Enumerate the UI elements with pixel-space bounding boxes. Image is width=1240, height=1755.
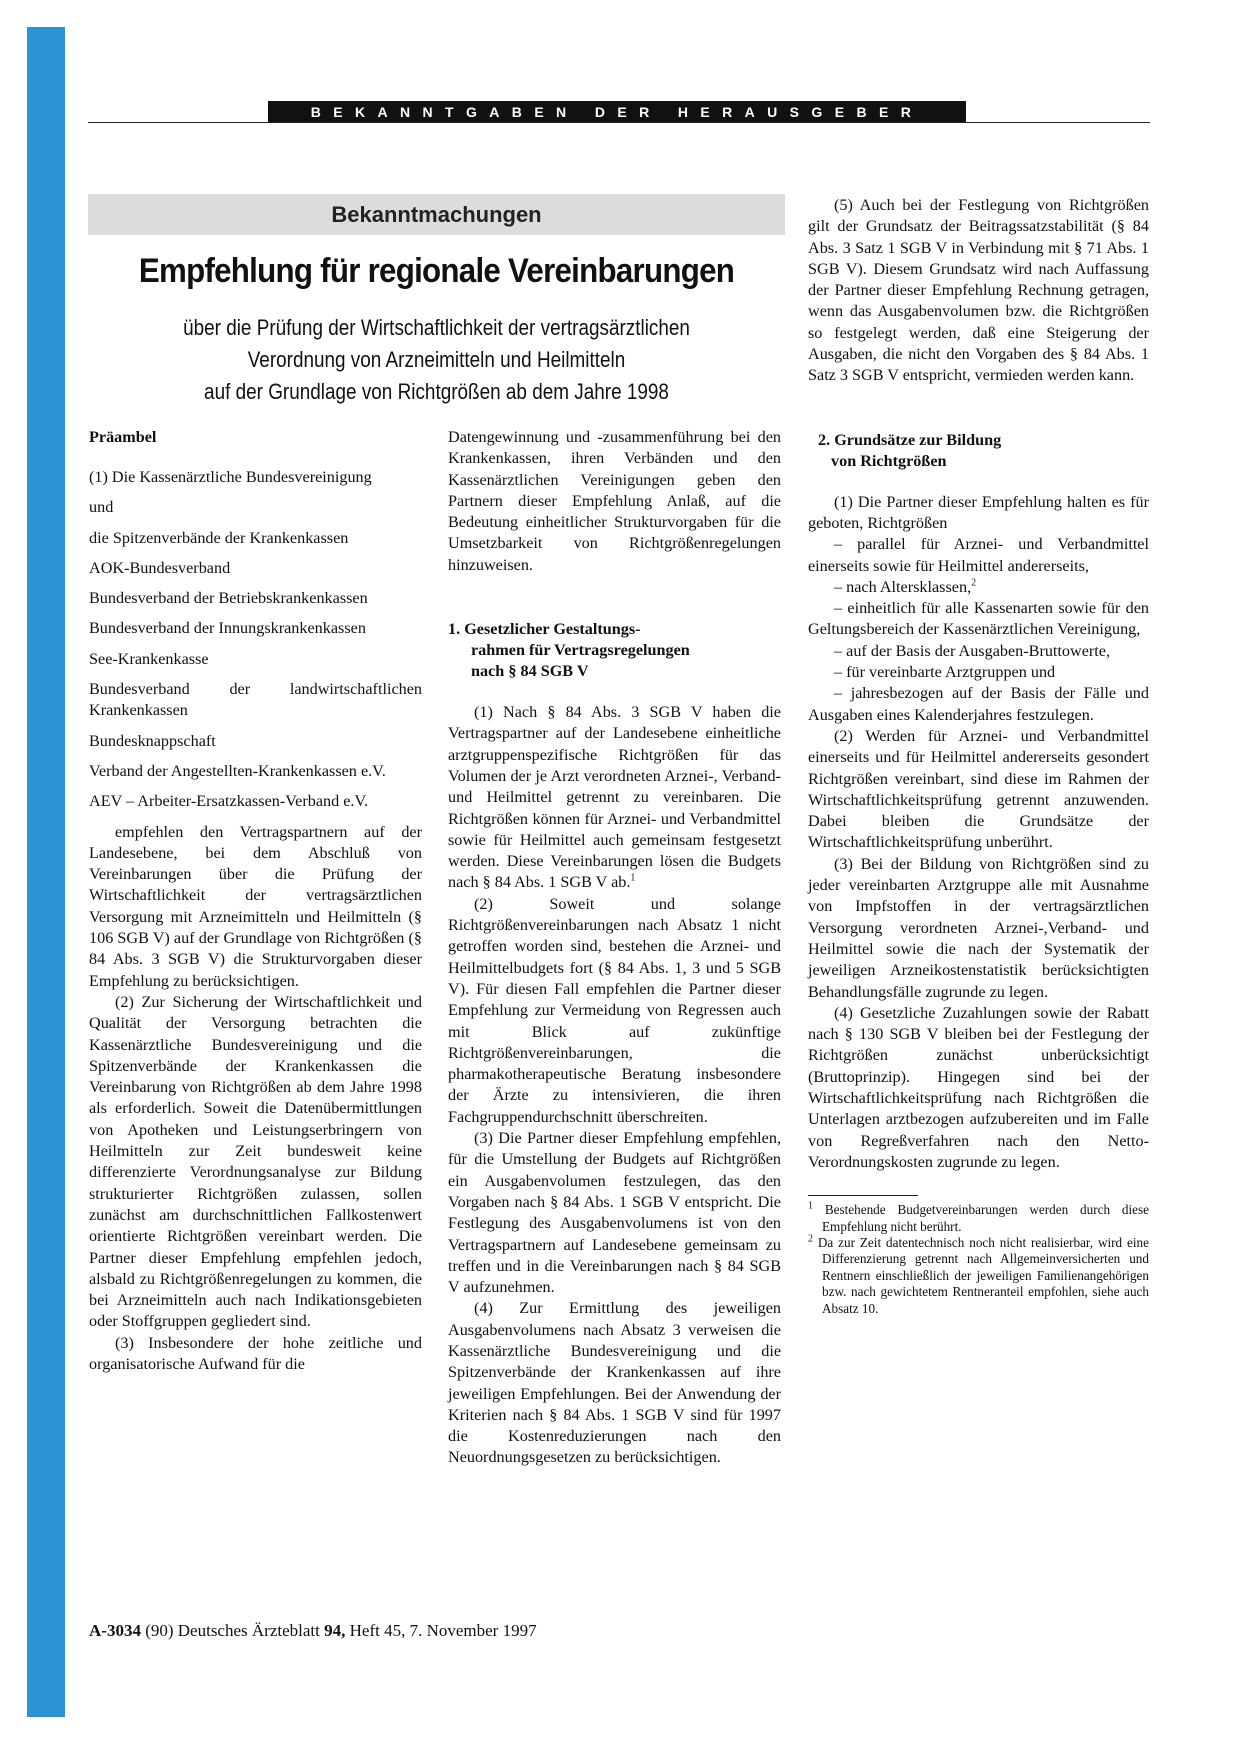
list-item: – jahresbezogen auf der Basis der Fälle und Ausgaben eines Kalenderjahres festzulegen. [808,684,1149,724]
column-1 [89,427,422,1375]
paragraph: (4) Zur Ermittlung des jeweiligen Ausgabenvolumens nach Absatz 3 verweisen die Kassenärztliche Bundesvereinigung und die Spitzenverbände der Krankenkassen auf ihre jeweiligen Empfehlungen. Bei der Anwendung der Kriterien nach § 84 Abs. 1 SGB V sind für 1997 die Kostenreduzierungen nach den Neuordnungsgesetzen zu berücksichtigen. [448,1299,781,1467]
list-item-text: – nach Altersklassen, [834,577,972,596]
party-entry: Verband der Angestellten-Krankenkassen e.V. [89,761,386,780]
list-item: – auf der Basis der Ausgaben-Bruttowerte, [834,641,1111,660]
heading-line: rahmen für Vertragsregelungen [471,641,690,660]
heading-line: nach § 84 SGB V [471,662,589,681]
heading-line: 1. Gesetzlicher Gestaltungs- [448,620,641,639]
paragraph-text: (1) Nach § 84 Abs. 3 SGB V haben die Vertragspartner auf der Landesebene einheitliche arztgruppenspezifische Richtgrößen für das Volumen der je Arzt verordneten Arznei-, Verband- und Heilmittel getrennt zu vereinbaren. Die Richtgrößen können für Arznei- und Verbandmittel sowie für Heilmittel auch gemeinsam festgesetzt werden. Diese Vereinbarungen lösen die Budgets nach § 84 Abs. 1 SGB V ab. [448,703,781,892]
list-item: – einheitlich für alle Kassenarten sowie für den Geltungsbereich der Kassenärztlichen Vereinigung, [808,599,1149,639]
paragraph: (3) Insbesondere der hohe zeitliche und organisatorische Aufwand für die [89,1333,422,1373]
footnote [808,1202,1149,1235]
party-entry: Bundesverband der landwirtschaftlichen Krankenkassen [89,680,422,720]
heading-line: von Richtgrößen [831,451,947,470]
party-entry: See-Krankenkasse [89,649,209,668]
footnote-text: Da zur Zeit datentechnisch noch nicht realisierbar, wird eine Differenzierung getrennt nach Allgemeinversicherten und Rentnern einschließlich der jeweiligen Familienangehörigen bzw. nach gewichtetem Rentneranteil empfohlen, siehe auch Absatz 10. [817,1234,1149,1316]
paragraph: empfehlen den Vertragspartnern auf der Landesebene, bei dem Abschluß von Vereinbarungen über die Prüfung der Wirtschaftlichkeit der vertragsärztlichen Versorgung mit Arzneimitteln und Heilmitteln (§ 106 SGB V) auf der Grundlage von Richtgrößen (§ 84 Abs. 3 SGB V) die Strukturvorgaben dieser Empfehlung zu berücksichtigen. [89,822,422,990]
subhead-line: auf der Grundlage von Richtgrößen ab dem Jahre 1998 [204,379,669,404]
paragraph: (4) Gesetzliche Zuzahlungen sowie der Rabatt nach § 130 SGB V bleiben bei der Festlegung der Richtgrößen zunächst unberücksichtigt (Bruttoprinzip). Hingegen sind bei der Wirtschaftlichkeitsprüfung nach Richtgrößen die Unterlagen arztbezogen aufzubereiten und im Falle von Regreßverfahren nach den Netto-Verordnungskosten zugrunde zu legen. [808,1003,1149,1171]
column-2 [448,427,781,1469]
paragraph: Datengewinnung und -zusammenführung bei den Krankenkassen, ihren Verbänden und den Kassenärztlichen Vereinigungen geben den Partnern dieser Empfehlung Anlaß, auf die Bedeutung einheitlicher Strukturvorgaben für die Umsetzbarkeit von Richtgrößenregelungen hinzuweisen. [448,428,781,574]
paragraph: (5) Auch bei der Festlegung von Richtgrößen gilt der Grundsatz der Beitragssatzstabilität (§ 84 Abs. 3 Satz 1 SGB V in Verbindung mit § 71 Abs. 1 SGB V). Diesem Grundsatz wird nach Auffassung der Partner dieser Empfehlung Rechnung getragen, wenn das Ausgabenvolumen bzw. die Richtgrößen so festgelegt werden, daß eine Steigerung der Ausgaben, die nicht den Vorgaben des § 84 Abs. 1 Satz 3 SGB V entspricht, vermieden werden kann. [808,196,1149,385]
party-entry: Bundesverband der Innungskrankenkassen [89,619,366,638]
section-heading-1 [448,619,781,682]
footnote [808,1235,1149,1317]
footnote-ref: 1 [630,873,636,885]
list-item: – für vereinbarte Arztgruppen und [834,663,1056,682]
page-footer [89,1621,537,1641]
footer-issue: Heft 45, 7. November 1997 [345,1621,537,1640]
footnote-rule [808,1195,918,1196]
party-entry: AEV – Arbeiter-Ersatzkassen-Verband e.V. [89,792,369,811]
paragraph: (2) Zur Sicherung der Wirtschaftlichkeit und Qualität der Versorgung betrachten die Kassenärztliche Bundesvereinigung und die Spitzenverbände der Krankenkassen die Vereinbarung von Richtgrößen ab dem Jahre 1998 als erforderlich. Soweit die Datenübermittlungen von Apotheken und Leistungserbringern von Heilmitteln zur Zeit bundesweit keine differenzierte Verordnungsanalyse zur Bildung strukturierter Richtgrößen zulassen, sollen zunächst am durchschnittlichen Fallkostenwert orientierte Richtgrößen vereinbart werden. Die Partner dieser Empfehlung empfehlen jedoch, alsbald zu Richtgrößenregelungen zu kommen, die bei Arzneimitteln auch nach Indikationsgebieten oder Stoffgruppen gegliedert sind. [89,992,422,1331]
party-entry: Bundesknappschaft [89,731,216,750]
subhead-line: über die Prüfung der Wirtschaftlichkeit der vertragsärztlichen [183,315,690,340]
headline: Empfehlung für regionale Vereinbarungen [138,252,735,290]
column-3 [808,195,1149,1317]
paragraph: (2) Soweit und solange Richtgrößenvereinbarungen nach Absatz 1 nicht getroffen worden sind, bestehen die Arznei- und Heilmittelbudgets fort (§ 84 Abs. 1, 3 und 5 SGB V). Für diesen Fall empfehlen die Partner dieser Empfehlung zur Vermeidung von Regressen auch mit Blick auf zukünftige Richtgrößenvereinbarungen, die pharmakotherapeutische Beratung insbesondere der Ärzte zu intensivieren, die ihren Fachgruppendurchschnitt überschreiten. [448,894,781,1126]
party-entry: die Spitzenverbände der Krankenkassen [89,528,349,547]
footnote-number: 2 [808,1233,813,1245]
footnote-text: Bestehende Budgetvereinbarungen werden durch diese Empfehlung nicht berührt. [822,1202,1150,1234]
footer-source: (90) Deutsches Ärzteblatt [140,1621,325,1640]
section-heading-praeambel: Präambel [89,428,157,446]
header-rule [88,122,1150,123]
heading-line: 2. Grundsätze zur Bildung [818,430,1002,449]
paragraph: (3) Die Partner dieser Empfehlung empfehlen, für die Umstellung der Budgets auf Richtgrößen ein Ausgabenvolumen festzulegen, das den Vorgaben nach § 84 Abs. 1 SGB V entspricht. Die Festlegung des Ausgabenvolumens ist von den Vertragspartnern auf Landesebene gemeinsam zu treffen und in die Vereinbarungen nach § 84 SGB V aufzunehmen. [448,1129,781,1297]
blue-margin-bar [27,27,65,1717]
footnote-number: 1 [808,1200,813,1212]
rubric-label: Bekanntmachungen [88,194,785,235]
footer-volume: 94, [324,1621,346,1640]
footnote-ref: 2 [971,577,977,589]
section-heading-2 [808,430,1149,472]
paragraph: (1) Die Partner dieser Empfehlung halten es für geboten, Richtgrößen [808,492,1149,532]
subheadline [137,312,736,408]
party-entry: AOK-Bundesverband [89,558,231,577]
paragraph: (3) Bei der Bildung von Richtgrößen sind zu jeder vereinbarten Arztgruppe alle mit Ausnahme von Impfstoffen in der vertragsärztlichen Versorgung verordneten Arznei-,Verband- und Heilmittel sowie die nach der Systematik der jeweiligen Arzneikostenstatistik berücksichtigten Behandlungsfälle zugrunde zu legen. [808,854,1149,1001]
paragraph: (2) Werden für Arznei- und Verbandmittel einerseits und für Heilmittel andererseits gesondert Richtgrößen vereinbart, sind diese im Rahmen der Wirtschaftlichkeitsprüfung getrennt anzuwenden. Dabei bleiben die Grundsätze der Wirtschaftlichkeitsprüfung unberührt. [808,726,1149,852]
running-head: BEKANNTGABEN DER HERAUSGEBER [268,101,966,123]
page-number: A-3034 [89,1621,141,1640]
party-entry: und [89,498,114,517]
list-item: – parallel für Arznei- und Verbandmittel einerseits sowie für Heilmittel andererseits, [808,535,1149,575]
subhead-line: Verordnung von Arzneimitteln und Heilmitteln [247,347,626,372]
party-entry: (1) Die Kassenärztliche Bundesvereinigung [89,468,372,486]
paragraph [448,702,781,894]
party-entry: Bundesverband der Betriebskrankenkassen [89,589,368,608]
list-item [808,577,1149,598]
